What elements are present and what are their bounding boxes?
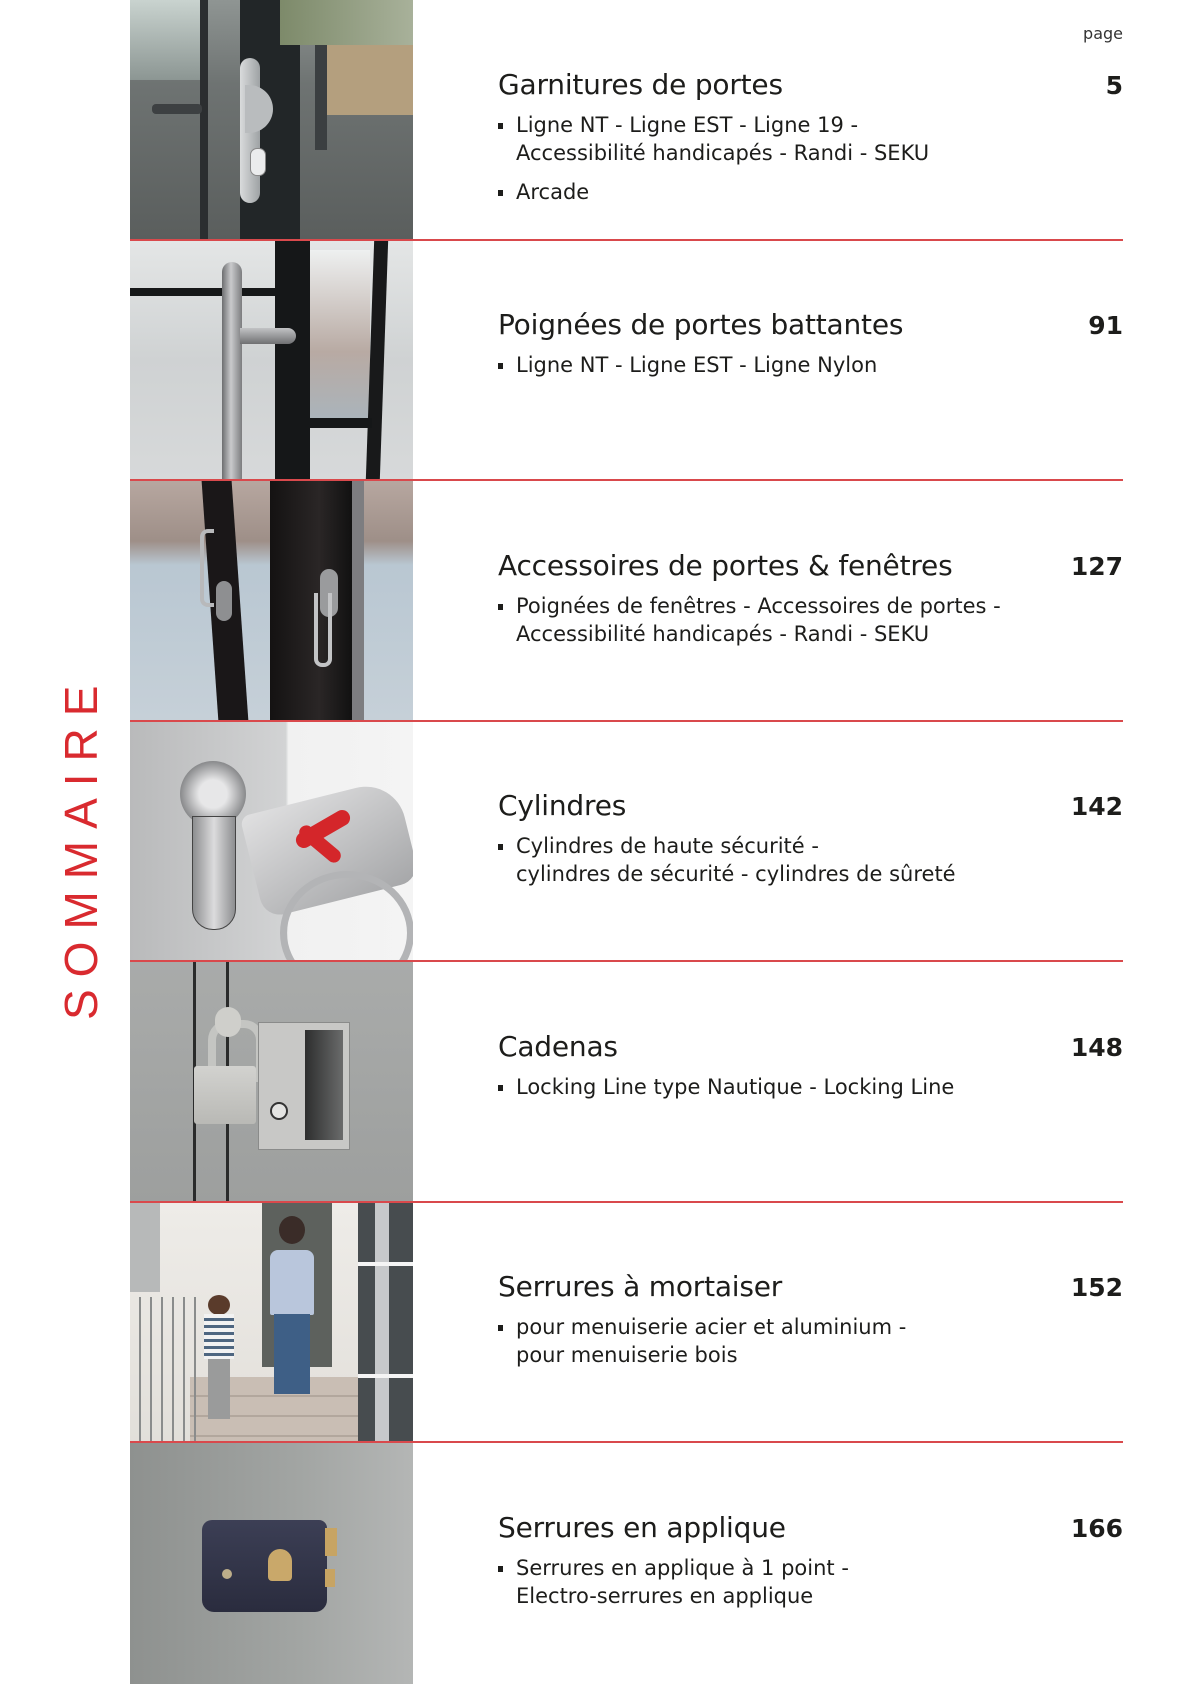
bullet-square-icon xyxy=(498,363,503,369)
toc-entry-text xyxy=(498,549,1123,659)
section-divider xyxy=(130,239,1123,241)
toc-entry[interactable] xyxy=(0,481,1191,721)
window-handle-photo xyxy=(130,481,413,721)
toc-entry[interactable] xyxy=(0,1202,1191,1442)
family-door-mortise-lock-photo xyxy=(130,1202,413,1442)
bullet-square-icon xyxy=(498,1325,503,1331)
toc-entry-text xyxy=(498,789,1123,899)
page-number[interactable]: 5 xyxy=(1105,71,1123,100)
side-title-text: SOMMAIRE xyxy=(55,673,107,1020)
page-number[interactable]: 166 xyxy=(1070,1514,1123,1543)
bullet-item: Locking Line type Nautique - Locking Line xyxy=(498,1073,1123,1101)
toc-entry[interactable] xyxy=(0,1443,1191,1684)
bullet-item: Arcade xyxy=(498,178,1123,206)
page-number[interactable]: 152 xyxy=(1070,1273,1123,1302)
bullet-square-icon xyxy=(498,604,503,610)
bullet-square-icon xyxy=(498,1566,503,1572)
page-number[interactable]: 142 xyxy=(1070,792,1123,821)
section-divider xyxy=(130,1441,1123,1443)
rim-lock-photo xyxy=(130,1443,413,1684)
cylinder-key-photo xyxy=(130,721,413,961)
bullet-item: Cylindres de haute sécurité - cylindres de sécurité - cylindres de sûreté xyxy=(498,832,1123,888)
section-title[interactable]: Serrures en applique xyxy=(498,1511,786,1544)
toc-entry-text xyxy=(498,68,1123,217)
page-column-label: page xyxy=(1083,24,1123,43)
section-title[interactable]: Garnitures de portes xyxy=(498,68,783,101)
bullet-square-icon xyxy=(498,190,503,196)
page-number[interactable]: 148 xyxy=(1070,1033,1123,1062)
toc-entry-text xyxy=(498,308,1123,390)
section-divider xyxy=(130,479,1123,481)
bullet-item: Poignées de fenêtres - Accessoires de portes - Accessibilité handicapés - Randi - SEKU xyxy=(498,592,1123,648)
bullet-square-icon xyxy=(498,123,503,129)
section-title[interactable]: Accessoires de portes & fenêtres xyxy=(498,549,953,582)
toc-entry[interactable] xyxy=(0,240,1191,480)
section-title[interactable]: Cylindres xyxy=(498,789,627,822)
toc-entry[interactable] xyxy=(0,721,1191,961)
section-title[interactable]: Poignées de portes battantes xyxy=(498,308,904,341)
bullet-item: Ligne NT - Ligne EST - Ligne Nylon xyxy=(498,351,1123,379)
toc-entry[interactable] xyxy=(0,0,1191,240)
bullet-item: Ligne NT - Ligne EST - Ligne 19 - Accessibilité handicapés - Randi - SEKU xyxy=(498,111,1123,167)
section-divider xyxy=(130,720,1123,722)
pull-handle-photo xyxy=(130,240,413,480)
bullet-square-icon xyxy=(498,1085,503,1091)
padlock-photo xyxy=(130,962,413,1202)
toc-entry-text xyxy=(498,1511,1123,1621)
page-number[interactable]: 127 xyxy=(1070,552,1123,581)
bullet-square-icon xyxy=(498,844,503,850)
bullet-item: Serrures en applique à 1 point - Electro-serrures en applique xyxy=(498,1554,1123,1610)
toc-entry[interactable] xyxy=(0,962,1191,1202)
section-title[interactable]: Cadenas xyxy=(498,1030,618,1063)
page-number[interactable]: 91 xyxy=(1088,311,1123,340)
section-title[interactable]: Serrures à mortaiser xyxy=(498,1270,783,1303)
section-divider xyxy=(130,960,1123,962)
bullet-item: pour menuiserie acier et aluminium - pour menuiserie bois xyxy=(498,1313,1123,1369)
section-divider xyxy=(130,1201,1123,1203)
toc-entry-text xyxy=(498,1270,1123,1380)
toc-entry-text xyxy=(498,1030,1123,1112)
door-handle-fitting-photo xyxy=(130,0,413,240)
